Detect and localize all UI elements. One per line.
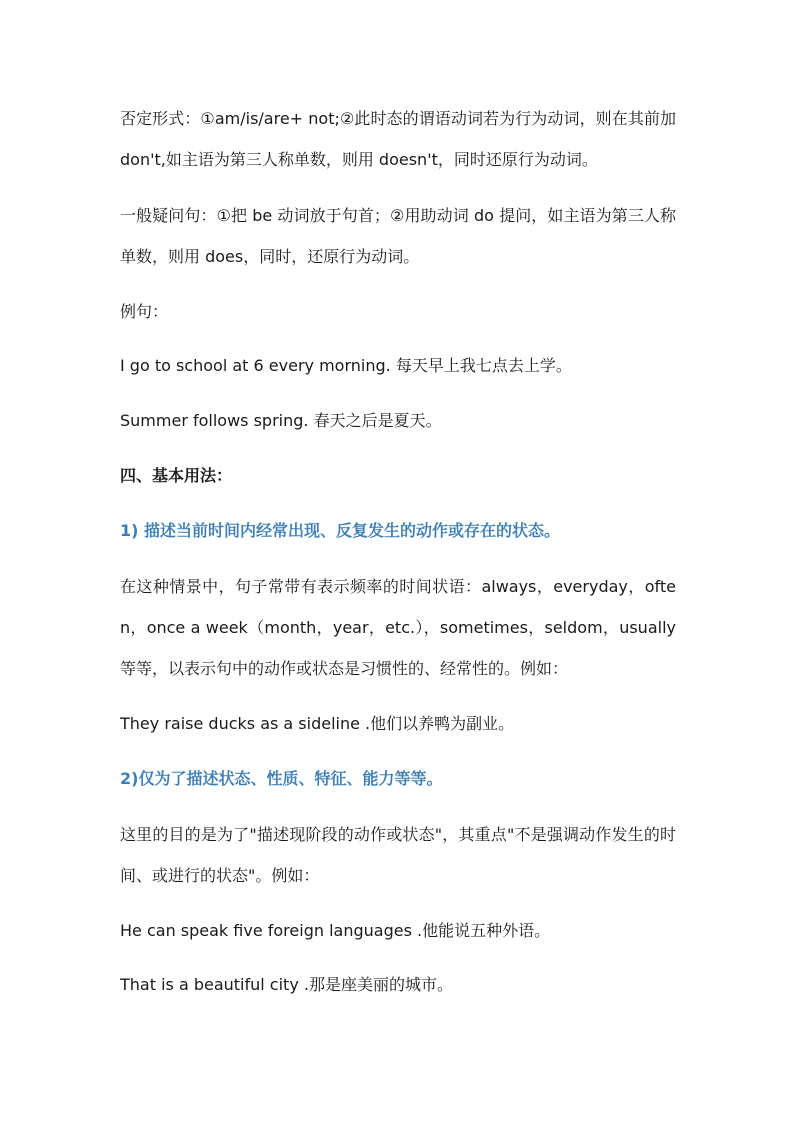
example-sentence: Summer follows spring. 春天之后是夏天。 <box>120 411 442 430</box>
usage-subheading-1: 1) 描述当前时间内经常出现、反复发生的动作或存在的状态。 <box>120 521 561 540</box>
usage-1-paragraph: 在这种情景中，句子常带有表示频率的时间状语：always，everyday，often，once a week（month，year，etc.），sometimes，seldom，usually 等等，以表示句中的动作或状态是习惯性的、经常性的。例如： <box>120 577 676 678</box>
negative-form-paragraph: 否定形式：①am/is/are+ not;②此时态的谓语动词若为行为动词，则在其前加 don't,如主语为第三人称单数，则用 doesn't，同时还原行为动词。 <box>120 109 676 169</box>
example-label: 例句： <box>120 302 169 321</box>
example-sentence: He can speak five foreign languages .他能说五种外语。 <box>120 921 551 940</box>
example-sentence: I go to school at 6 every morning. 每天早上我七点去上学。 <box>120 356 572 375</box>
example-sentence: They raise ducks as a sideline .他们以养鸭为副业。 <box>120 714 515 733</box>
section-heading: 四、基本用法： <box>120 466 233 485</box>
example-sentence: That is a beautiful city .那是座美丽的城市。 <box>120 975 453 994</box>
question-form-paragraph: 一般疑问句：①把 be 动词放于句首；②用助动词 do 提问，如主语为第三人称单数，则用 does，同时，还原行为动词。 <box>120 206 676 266</box>
usage-2-paragraph: 这里的目的是为了"描述现阶段的动作或状态"，其重点"不是强调动作发生的时间、或进行的状态"。例如： <box>120 825 676 885</box>
usage-subheading-2: 2)仅为了描述状态、性质、特征、能力等等。 <box>120 769 443 788</box>
